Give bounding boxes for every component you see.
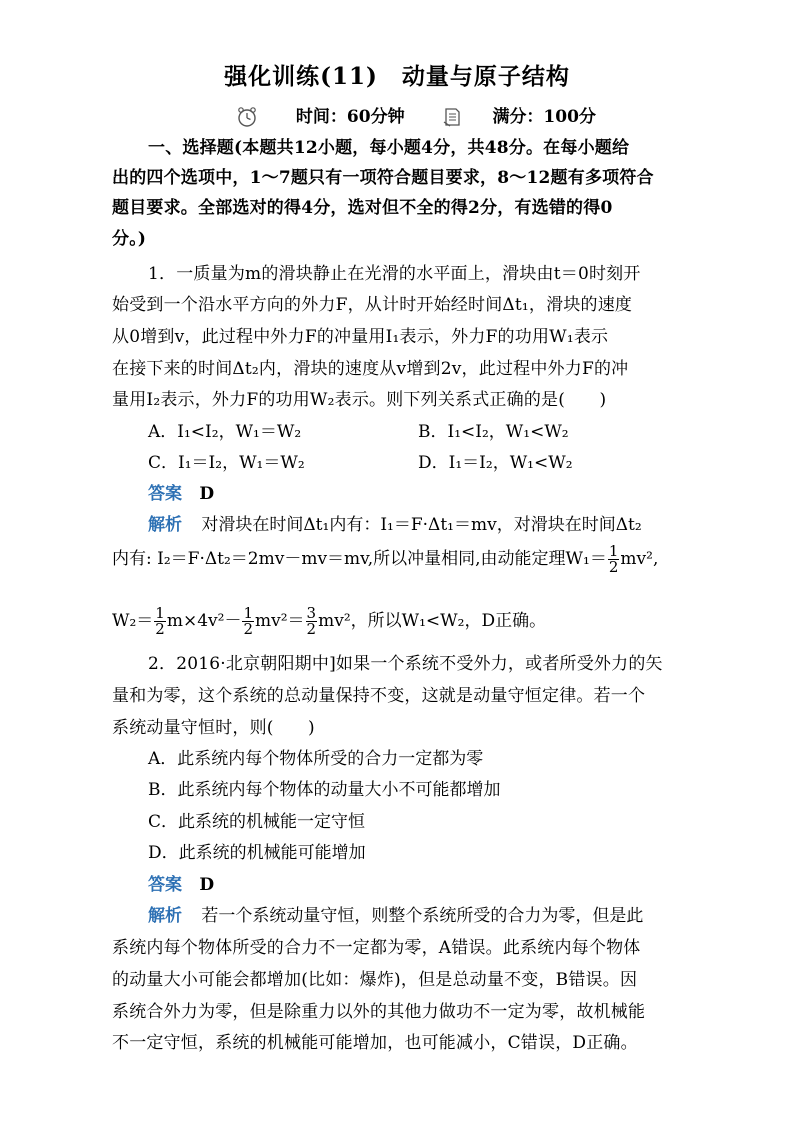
clock-icon (236, 106, 258, 128)
q2-analysis-line2: 系统内每个物体所受的合力不一定都为零，A错误。此系统内每个物体 (112, 938, 641, 958)
q2-option-b: B．此系统内每个物体的动量大小不可能都增加 (148, 780, 501, 800)
answer-label: 答案 (148, 875, 182, 895)
q2-analysis-line1 (148, 904, 643, 928)
section-heading-line3: 题目要求。全部选对的得4分，选对但不全的得2分，有选错的得0 (112, 198, 613, 218)
q1-option-b: B．I₁<I₂，W₁<W₂ (418, 422, 569, 442)
q1-answer (148, 482, 214, 506)
q1-stem-line3: 从0增到v，此过程中外力F的冲量用I₁表示，外力F的功用W₁表示 (112, 327, 609, 347)
fraction-denominator: 2 (608, 558, 619, 576)
q2-option-a: A．此系统内每个物体所受的合力一定都为零 (148, 749, 484, 769)
analysis-text: 若一个系统动量守恒，则整个系统所受的合力为零，但是此 (201, 906, 644, 926)
fraction (306, 606, 318, 637)
q2-answer (148, 873, 214, 897)
q1-option-c: C．I₁＝I₂，W₁＝W₂ (148, 453, 305, 473)
q1-option-a: A．I₁<I₂，W₁＝W₂ (148, 422, 302, 442)
answer-value: D (199, 875, 215, 895)
q2-stem-line2: 量和为零，这个系统的总动量保持不变，这就是动量守恒定律。若一个 (112, 686, 646, 706)
analysis-text: mv²，所以W₁<W₂，D正确。 (318, 611, 547, 631)
analysis-text: 内有: I₂＝F·Δt₂＝2mv－mv＝mv,所以冲量相同,由动能定理W₁＝ (112, 549, 607, 569)
analysis-label: 解析 (148, 906, 182, 926)
q1-stem-line4: 在接下来的时间Δt₂内，滑块的速度从v增到2v，此过程中外力F的冲 (112, 359, 629, 379)
analysis-text: mv²＝ (255, 611, 305, 631)
analysis-text: m×4v²－ (166, 611, 242, 631)
q2-analysis-line4: 系统合外力为零，但是除重力以外的其他力做功不一定为零，故机械能 (112, 1002, 646, 1022)
q1-analysis-line1 (148, 513, 642, 537)
q1-stem-line5: 量用I₂表示，外力F的功用W₂表示。则下列关系式正确的是( ) (112, 390, 607, 410)
q1-stem-line1: 1．一质量为m的滑块静止在光滑的水平面上，滑块由t＝0时刻开 (148, 264, 641, 284)
time-limit: 时间：60分钟 (295, 106, 405, 127)
q2-option-c: C．此系统的机械能一定守恒 (148, 812, 366, 832)
document-icon (441, 106, 463, 128)
fraction (608, 544, 620, 575)
answer-value: D (199, 484, 215, 504)
fraction (154, 606, 166, 637)
q1-analysis-line2 (112, 544, 658, 575)
page-title: 强化训练(11) 动量与原子结构 (224, 63, 570, 90)
fraction-numerator: 1 (155, 604, 165, 622)
full-score: 满分：100分 (492, 106, 596, 127)
q2-stem-line3: 系统动量守恒时，则( ) (112, 718, 315, 738)
q2-stem-line1: 2．2016·北京朝阳期中]如果一个系统不受外力，或者所受外力的矢 (148, 654, 663, 674)
q2-option-d: D．此系统的机械能可能增加 (148, 843, 366, 863)
fraction-numerator: 1 (608, 542, 619, 560)
exam-meta (230, 102, 630, 130)
section-heading-line4: 分。) (112, 229, 147, 249)
fraction-numerator: 1 (243, 604, 253, 622)
section-heading-line1: 一、选择题(本题共12小题，每小题4分，共48分。在每小题给 (148, 138, 630, 158)
fraction (242, 606, 254, 637)
section-heading-line2: 出的四个选项中，1～7题只有一项符合题目要求，8～12题有多项符合 (112, 168, 654, 188)
q1-analysis-line3 (112, 606, 546, 637)
fraction-numerator: 3 (306, 604, 317, 622)
analysis-text: 对滑块在时间Δt₁内有：I₁＝F·Δt₁＝mv，对滑块在时间Δt₂ (201, 515, 642, 535)
answer-label: 答案 (148, 484, 182, 504)
q1-stem-line2: 始受到一个沿水平方向的外力F，从计时开始经时间Δt₁，滑块的速度 (112, 295, 633, 315)
fraction-denominator: 2 (155, 620, 165, 638)
analysis-text: mv², (620, 549, 659, 569)
analysis-label: 解析 (148, 515, 182, 535)
q2-analysis-line5: 不一定守恒，系统的机械能可能增加，也可能减小，C错误，D正确。 (112, 1033, 638, 1053)
fraction-denominator: 2 (243, 620, 253, 638)
q2-analysis-line3: 的动量大小可能会都增加(比如：爆炸)，但是总动量不变，B错误。因 (112, 970, 638, 990)
fraction-denominator: 2 (306, 620, 317, 638)
analysis-text: W₂＝ (112, 611, 154, 631)
q1-option-d: D．I₁＝I₂，W₁<W₂ (418, 453, 573, 473)
